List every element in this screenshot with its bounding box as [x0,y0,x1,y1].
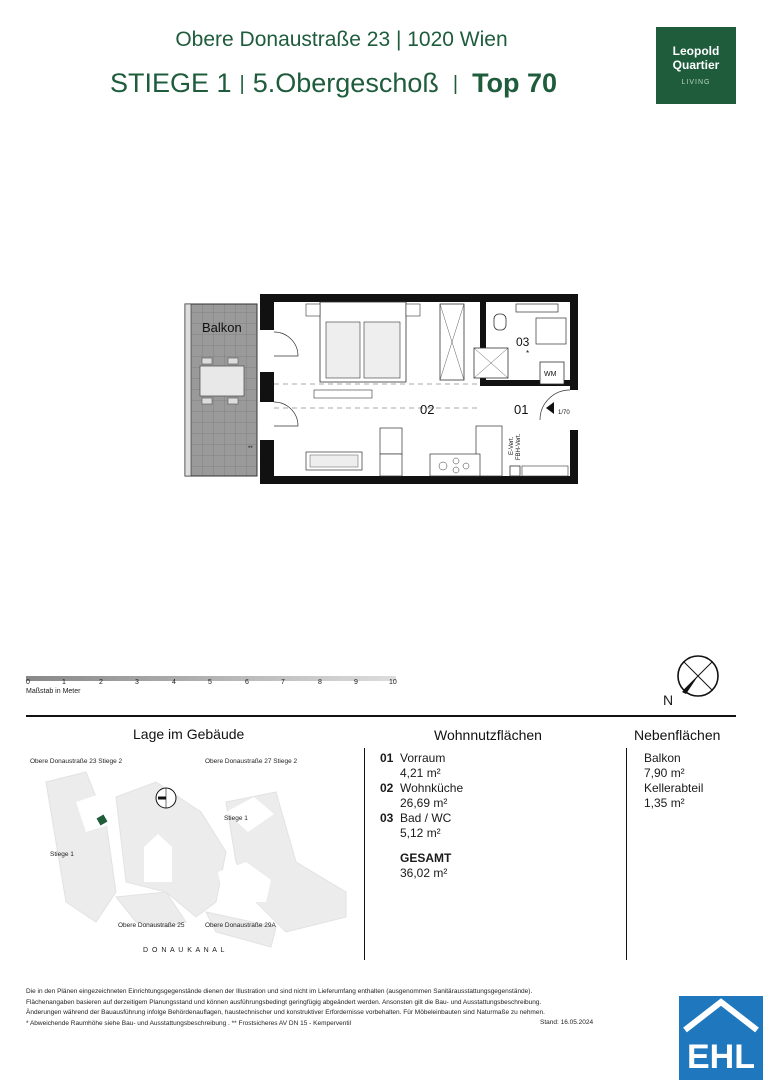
wall-right-upper [570,294,578,390]
scale-tick: 1 [62,679,66,686]
canal-label: D O N A U K A N A L [143,947,226,954]
bath-cabinet [516,304,558,312]
door-number: 1/70 [558,410,570,416]
north-label: N [663,692,674,708]
room-03-number: 03 [516,335,530,349]
ehl-text: EHL [687,1038,755,1076]
nightstand [406,304,420,316]
fbh-vert-label: FBH-Vert. [516,433,522,460]
logo-line3: LIVING [681,79,711,86]
room-02-number: 02 [420,402,435,417]
disclaimer-line: Flächenangaben basieren auf derzeitigem Planungsstand und können ausführungsbedingt geringfügig abgeändert werden. Ansonsten gilt die Bau- und Ausstattungsbeschreibung. [26,998,542,1006]
logo-line1: Leopold [672,44,720,58]
total-label: GESAMT [400,851,452,865]
disclaimer-line: Änderungen während der Bauausführung infolge Behördenauflagen, haustechnischer und konstruktiver Erfordernisse vorbehalten. Für Möbeleinbauten sind Naturmaße zu nehmen. [26,1009,545,1016]
scale-tick: 4 [172,679,176,686]
wall-bottom [260,476,578,484]
ancillary-area: 7,90 m² [644,766,685,780]
chair [380,454,402,476]
entry-arrow-icon [546,402,554,414]
scale-tick: 0 [26,679,30,686]
project-address: Obere Donaustraße 23 | 1020 Wien [175,28,508,51]
utility-shaft [510,466,520,476]
ancillary-title: Nebenflächen [634,727,721,743]
total-value: 36,02 m² [400,866,448,880]
room-name: Vorraum [400,751,446,765]
disclaimer-line: Die in den Plänen eingezeichneten Einrichtungsgegenstände dienen der Illustration und sind nicht im Lieferumfang enthalten (ausgenommen Sanitärausstattungsgegenstände). [26,988,533,995]
location-title: Lage im Gebäude [133,726,245,742]
unit-number: Top 70 [472,68,558,98]
site-label: Obere Donaustraße 27 Stiege 2 [205,758,298,765]
scale-tick: 7 [281,679,285,686]
balcony-label: Balkon [202,320,242,335]
frost-valve-marker: ** [248,446,253,452]
balcony-chair [202,358,212,364]
area-row [380,751,600,766]
room-number: 02 [380,781,394,795]
column-divider [626,748,627,960]
washbasin [536,318,566,344]
room-number: 03 [380,811,394,825]
wall-left [260,440,274,484]
ancillary-area: 1,35 m² [644,796,685,810]
scale-tick: 3 [135,679,139,686]
site-label: Obere Donaustraße 25 [118,922,185,929]
room-name: Wohnküche [400,781,464,795]
site-label: Stiege 1 [50,851,74,858]
sideboard [314,390,372,398]
scale-tick: 5 [208,679,212,686]
leopold-quartier-logo [656,27,736,104]
site-plan [26,752,356,962]
staircase-label: STIEGE 1 [110,68,232,98]
room-01-number: 01 [514,402,529,417]
balcony-chair [202,398,212,404]
wall-right-lower [570,430,578,484]
wall-left [260,294,274,330]
ehl-logo [679,996,763,1080]
balcony-table [200,366,244,396]
disclaimer [26,987,626,1029]
bath-wall [480,300,486,348]
section-divider [26,715,736,717]
balcony-chair [228,358,238,364]
room-03-asterisk: * [526,349,530,358]
scale-tick: 8 [318,679,322,686]
scale-tick: 9 [354,679,358,686]
logo-line2: Quartier [672,58,720,72]
floor-label: 5.Obergeschoß [252,68,439,98]
scale-tick: 6 [245,679,249,686]
balcony-railing [185,304,191,476]
site-label: Obere Donaustraße 29A [205,922,276,929]
scale-tick: 2 [99,679,103,686]
balcony-door-swing [274,332,298,356]
date-stamp: Stand: 16.05.2024 [540,1019,594,1026]
column-divider [364,748,365,960]
ancillary-name: Kellerabteil [644,781,704,795]
scale-tick: 10 [389,679,397,686]
floor-plan [180,290,580,490]
toilet [494,314,506,330]
room-name: Bad / WC [400,811,452,825]
room-area: 26,69 m² [400,796,448,810]
unit-title [110,68,557,99]
north-arrow-icon [668,654,724,700]
balcony-door-swing [274,402,298,426]
disclaimer-line: * Abweichende Raumhöhe siehe Bau- und Ausstattungsbeschreibung . ** Frostsicheres AV DN 15 - Kemperventil [26,1019,352,1027]
room-area: 5,12 m² [400,826,441,840]
chair [380,428,402,454]
site-label: Obere Donaustraße 23 Stiege 2 [30,758,123,765]
room-number: 01 [380,751,394,765]
area-row [380,781,600,796]
separator: | [239,73,245,95]
wardrobe-entry [522,466,568,476]
nightstand [306,304,320,316]
room-area: 4,21 m² [400,766,441,780]
washing-machine-label: WM [544,371,557,378]
wall-top [260,294,578,302]
separator: | [452,73,459,95]
ancillary-list [644,751,703,811]
balcony-chair [228,398,238,404]
e-vert-label: E-Vert. [509,436,515,455]
wall-left [260,372,274,402]
living-areas-list [380,751,600,881]
scale-label: Maßstab in Meter [26,688,81,695]
living-areas-title: Wohnnutzflächen [434,727,542,743]
ancillary-name: Balkon [644,751,681,765]
site-label: Stiege 1 [224,815,248,822]
area-row [380,811,600,826]
